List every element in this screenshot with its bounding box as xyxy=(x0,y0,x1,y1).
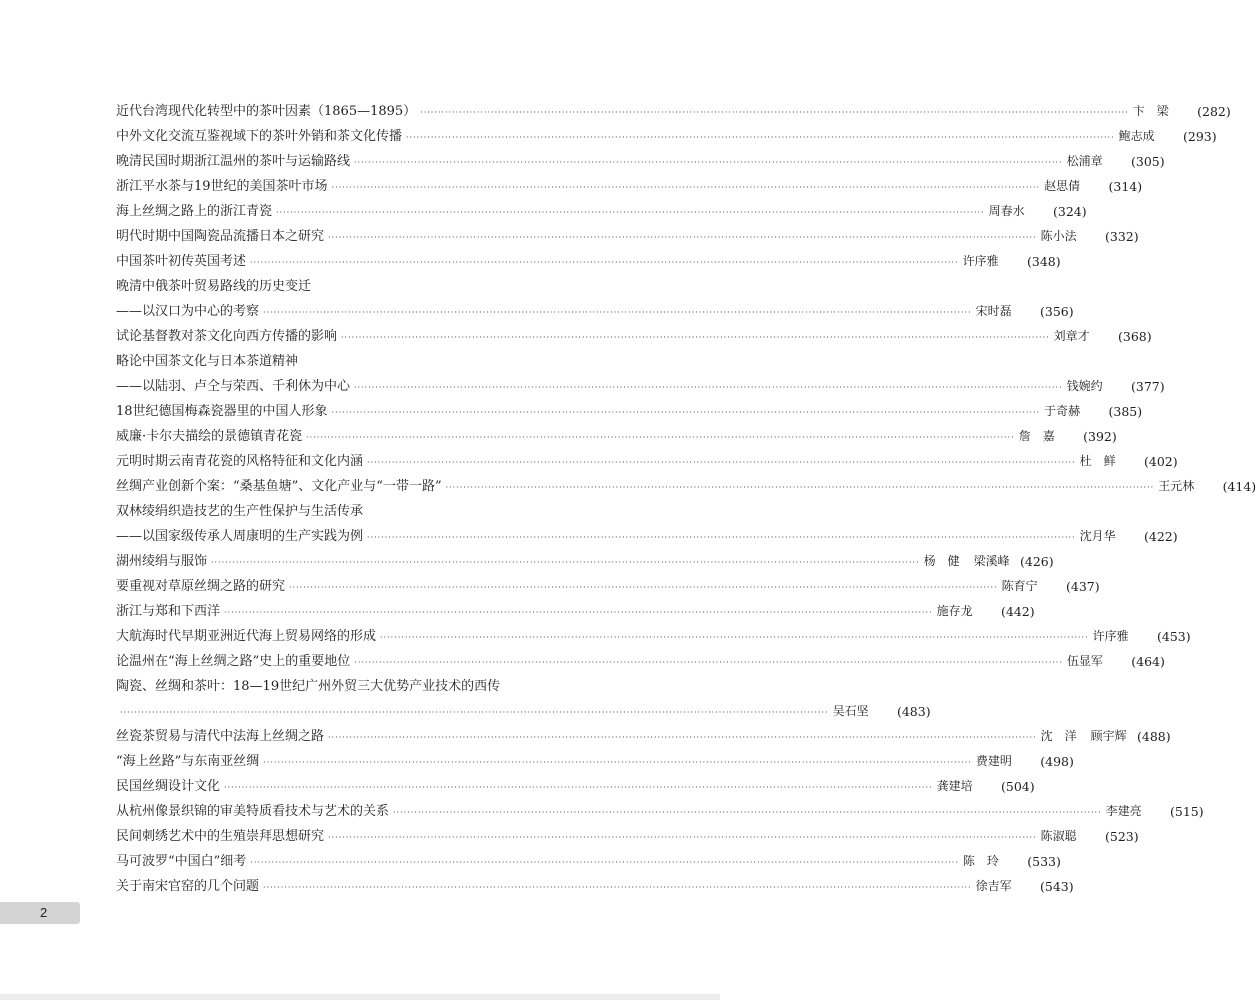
toc-entry-author-second: 梁溪峰 xyxy=(973,554,1010,568)
toc-entry-page: (533) xyxy=(1027,854,1061,869)
toc-entry-title: 丝绸产业创新个案：“桑基鱼塘”、文化产业与“一带一路” xyxy=(116,479,442,494)
toc-entry xyxy=(116,399,1143,424)
toc-entry xyxy=(116,649,1165,674)
toc-entry-title: 明代时期中国陶瓷品流播日本之研究 xyxy=(116,229,325,244)
toc-entry xyxy=(116,699,931,724)
toc-entry xyxy=(116,374,1165,399)
dot-leader: ········································································································································································································ xyxy=(276,208,985,217)
toc-entry-page: (453) xyxy=(1156,629,1191,644)
dot-leader: ········································································································································································································ xyxy=(393,808,1102,817)
toc-entry-author: 钱婉约 xyxy=(1066,379,1103,393)
toc-entry-page: (314) xyxy=(1108,179,1143,194)
toc-entry-title: 18世纪德国梅森瓷器里的中国人形象 xyxy=(116,404,328,419)
toc-entry-page: (426) xyxy=(1020,554,1054,569)
dot-leader: ········································································································································································································ xyxy=(328,833,1037,842)
toc-entry-page: (414) xyxy=(1222,479,1256,494)
toc-entry xyxy=(116,624,1191,649)
toc-entry-author: 沈月华 xyxy=(1079,529,1116,543)
dot-leader: ········································································································································································································ xyxy=(354,658,1063,667)
toc-entry xyxy=(116,349,603,374)
toc-entry-author: 陈 玲 xyxy=(962,854,999,868)
toc-entry-title: 中外文化交流互鉴视域下的茶叶外销和茶文化传播 xyxy=(116,129,403,144)
toc-entry xyxy=(116,524,1178,549)
toc-entry-author: 王元林 xyxy=(1158,479,1195,493)
toc-entry-title: 湖州绫绢与服饰 xyxy=(116,554,208,569)
toc-entry-author: 陈育宁 xyxy=(1001,579,1038,593)
toc-entry-title: 马可波罗“中国白”细考 xyxy=(116,854,247,869)
toc-entry-title: 浙江平水茶与19世纪的美国茶叶市场 xyxy=(116,179,328,194)
toc-entry xyxy=(116,574,1100,599)
toc-entry-page: (464) xyxy=(1131,654,1165,669)
dot-leader: ········································································································································································································ xyxy=(250,258,959,267)
toc-entry-title: 陶瓷、丝绸和茶叶：18—19世纪广州外贸三大优势产业技术的西传 xyxy=(116,679,501,694)
toc-entry-title: ——以汉口为中心的考察 xyxy=(116,304,260,319)
toc-entry-author: 周春水 xyxy=(988,204,1025,218)
toc-entry-page: (543) xyxy=(1039,879,1074,894)
toc-entry-title: 试论基督教对茶文化向西方传播的影响 xyxy=(116,329,338,344)
toc-entry xyxy=(116,174,1143,199)
toc-entry-page: (488) xyxy=(1137,729,1171,744)
toc-entry-title: 从杭州像景织锦的审美特质看技术与艺术的关系 xyxy=(116,804,390,819)
dot-leader: ········································································································································································································ xyxy=(367,458,1076,467)
toc-entry-page: (332) xyxy=(1104,229,1139,244)
dot-leader: ········································································································································································································ xyxy=(263,758,972,767)
dot-leader: ········································································································································································································ xyxy=(367,533,1076,542)
toc-entry-title: 元明时期云南青花瓷的风格特征和文化内涵 xyxy=(116,454,364,469)
toc-entry-author: 松浦章 xyxy=(1066,154,1103,168)
toc-entry-page: (282) xyxy=(1197,104,1231,119)
toc-entry-page: (523) xyxy=(1104,829,1139,844)
toc-entry-author: 宋时磊 xyxy=(975,304,1012,318)
dot-leader: ········································································································································································································ xyxy=(328,733,1037,742)
toc-entry xyxy=(116,299,1074,324)
toc-entry xyxy=(116,424,1117,449)
toc-entry xyxy=(116,724,1171,749)
dot-leader: ········································································································································································································ xyxy=(354,158,1063,167)
toc-entry-page: (515) xyxy=(1169,804,1204,819)
dot-leader: ········································································································································································································ xyxy=(211,558,920,567)
toc-entry-author: 杜 鲜 xyxy=(1079,454,1116,468)
toc-entry xyxy=(116,124,1217,149)
toc-entry-title: 论温州在“海上丝绸之路”史上的重要地位 xyxy=(116,654,351,669)
toc-entry-title: 关于南宋官窑的几个问题 xyxy=(116,879,260,894)
toc-entry-author-second: 顾宇辉 xyxy=(1090,729,1127,743)
toc-entry xyxy=(116,549,1054,574)
toc-entry-title: 近代台湾现代化转型中的茶叶因素（1865—1895） xyxy=(116,104,417,119)
toc-entry-title: 晚清民国时期浙江温州的茶叶与运输路线 xyxy=(116,154,351,169)
table-of-contents xyxy=(116,99,1256,899)
toc-entry-title: 丝瓷茶贸易与清代中法海上丝绸之路 xyxy=(116,729,325,744)
toc-entry-page: (356) xyxy=(1039,304,1074,319)
toc-entry-title: 中国茶叶初传英国考述 xyxy=(116,254,247,269)
toc-entry xyxy=(116,799,1204,824)
toc-entry-page: (293) xyxy=(1182,129,1217,144)
toc-entry-page: (324) xyxy=(1052,204,1087,219)
toc-entry xyxy=(116,874,1074,899)
toc-entry-title: 要重视对草原丝绸之路的研究 xyxy=(116,579,286,594)
dot-leader: ········································································································································································································ xyxy=(406,133,1115,142)
dot-leader: ········································································································································································································ xyxy=(331,408,1041,417)
toc-entry-page: (483) xyxy=(896,704,931,719)
dot-leader: ········································································································································································································ xyxy=(354,383,1063,392)
toc-entry-author: 许序雅 xyxy=(1092,629,1129,643)
toc-entry-page: (368) xyxy=(1117,329,1152,344)
toc-entry-page: (504) xyxy=(1000,779,1035,794)
toc-entry-author: 卞 梁 xyxy=(1132,104,1169,118)
toc-entry-page: (442) xyxy=(1000,604,1035,619)
toc-entry xyxy=(116,99,1231,124)
toc-entry-author: 陈淑聪 xyxy=(1040,829,1077,843)
toc-entry-author: 伍显军 xyxy=(1066,654,1103,668)
toc-entry-title: ——以国家级传承人周康明的生产实践为例 xyxy=(116,529,364,544)
toc-entry-page: (348) xyxy=(1026,254,1061,269)
dot-leader: ········································································································································································································ xyxy=(445,483,1155,492)
toc-entry-page: (392) xyxy=(1083,429,1117,444)
toc-entry xyxy=(116,249,1061,274)
toc-entry-page: (437) xyxy=(1065,579,1100,594)
toc-entry-author: 施存龙 xyxy=(936,604,973,618)
bottom-edge xyxy=(0,994,720,1000)
dot-leader: ········································································································································································································ xyxy=(306,433,1015,442)
dot-leader: ········································································································································································································ xyxy=(328,233,1037,242)
toc-entry-page: (377) xyxy=(1130,379,1165,394)
toc-entry-author: 李建亮 xyxy=(1105,804,1142,818)
toc-entry-author: 赵思倩 xyxy=(1044,179,1081,193)
toc-entry xyxy=(116,324,1152,349)
toc-entry-author: 龚建培 xyxy=(936,779,973,793)
toc-entry-author xyxy=(1037,724,1127,749)
toc-entry-page: (422) xyxy=(1143,529,1178,544)
dot-leader: ········································································································································································································ xyxy=(263,308,972,317)
toc-entry-title: “海上丝路”与东南亚丝绸 xyxy=(116,754,260,769)
toc-entry xyxy=(116,674,603,699)
toc-entry-author: 于奇赫 xyxy=(1044,404,1081,418)
toc-entry xyxy=(116,474,1256,499)
toc-entry-title: 威廉·卡尔夫描绘的景德镇青花瓷 xyxy=(116,429,303,444)
toc-entry-title: ——以陆羽、卢仝与荣西、千利休为中心 xyxy=(116,379,351,394)
toc-entry xyxy=(116,224,1139,249)
toc-entry xyxy=(116,749,1074,774)
dot-leader: ········································································································································································································ xyxy=(341,333,1050,342)
toc-entry-author-first: 杨 健 xyxy=(923,554,960,568)
dot-leader: ········································································································································································································ xyxy=(224,783,933,792)
toc-entry-author: 詹 嘉 xyxy=(1018,429,1055,443)
toc-entry-page: (498) xyxy=(1040,754,1074,769)
dot-leader: ········································································································································································································ xyxy=(420,108,1129,117)
toc-entry-page: (305) xyxy=(1130,154,1165,169)
dot-leader: ········································································································································································································ xyxy=(380,633,1089,642)
toc-entry-author: 许序雅 xyxy=(962,254,999,268)
toc-entry-title: 海上丝绸之路上的浙江青瓷 xyxy=(116,204,273,219)
toc-entry xyxy=(116,849,1061,874)
toc-entry xyxy=(116,599,1035,624)
toc-entry xyxy=(116,199,1087,224)
toc-entry xyxy=(116,774,1035,799)
toc-entry-title: 大航海时代早期亚洲近代海上贸易网络的形成 xyxy=(116,629,377,644)
dot-leader: ········································································································································································································ xyxy=(250,858,959,867)
toc-entry-title: 略论中国茶文化与日本茶道精神 xyxy=(116,354,299,369)
toc-entry xyxy=(116,449,1178,474)
toc-entry-title: 民间刺绣艺术中的生殖崇拜思想研究 xyxy=(116,829,325,844)
page-number: 2 xyxy=(40,905,48,920)
toc-entry-author: 陈小法 xyxy=(1040,229,1077,243)
toc-entry xyxy=(116,824,1139,849)
dot-leader: ········································································································································································································ xyxy=(331,183,1041,192)
toc-entry-title: 双林绫绢织造技艺的生产性保护与生活传承 xyxy=(116,504,364,519)
toc-entry-author: 刘章才 xyxy=(1053,329,1090,343)
toc-entry-title: 民国丝绸设计文化 xyxy=(116,779,221,794)
toc-entry-author xyxy=(920,549,1010,574)
toc-entry-author: 徐吉军 xyxy=(975,879,1012,893)
toc-entry xyxy=(116,149,1165,174)
toc-entry xyxy=(116,274,603,299)
toc-entry xyxy=(116,499,603,524)
toc-entry-title: 晚清中俄茶叶贸易路线的历史变迁 xyxy=(116,279,312,294)
toc-entry-author: 鲍志成 xyxy=(1118,129,1155,143)
toc-entry-author-first: 沈 洋 xyxy=(1040,729,1077,743)
toc-entry-author: 费建明 xyxy=(975,754,1012,768)
toc-entry-author: 吴石坚 xyxy=(832,704,869,718)
dot-leader: ········································································································································································································ xyxy=(263,883,972,892)
toc-entry-page: (402) xyxy=(1143,454,1178,469)
dot-leader: ········································································································································································································ xyxy=(120,708,829,717)
toc-entry-title: 浙江与郑和下西洋 xyxy=(116,604,221,619)
toc-entry-page: (385) xyxy=(1108,404,1143,419)
dot-leader: ········································································································································································································ xyxy=(224,608,933,617)
dot-leader: ········································································································································································································ xyxy=(289,583,998,592)
